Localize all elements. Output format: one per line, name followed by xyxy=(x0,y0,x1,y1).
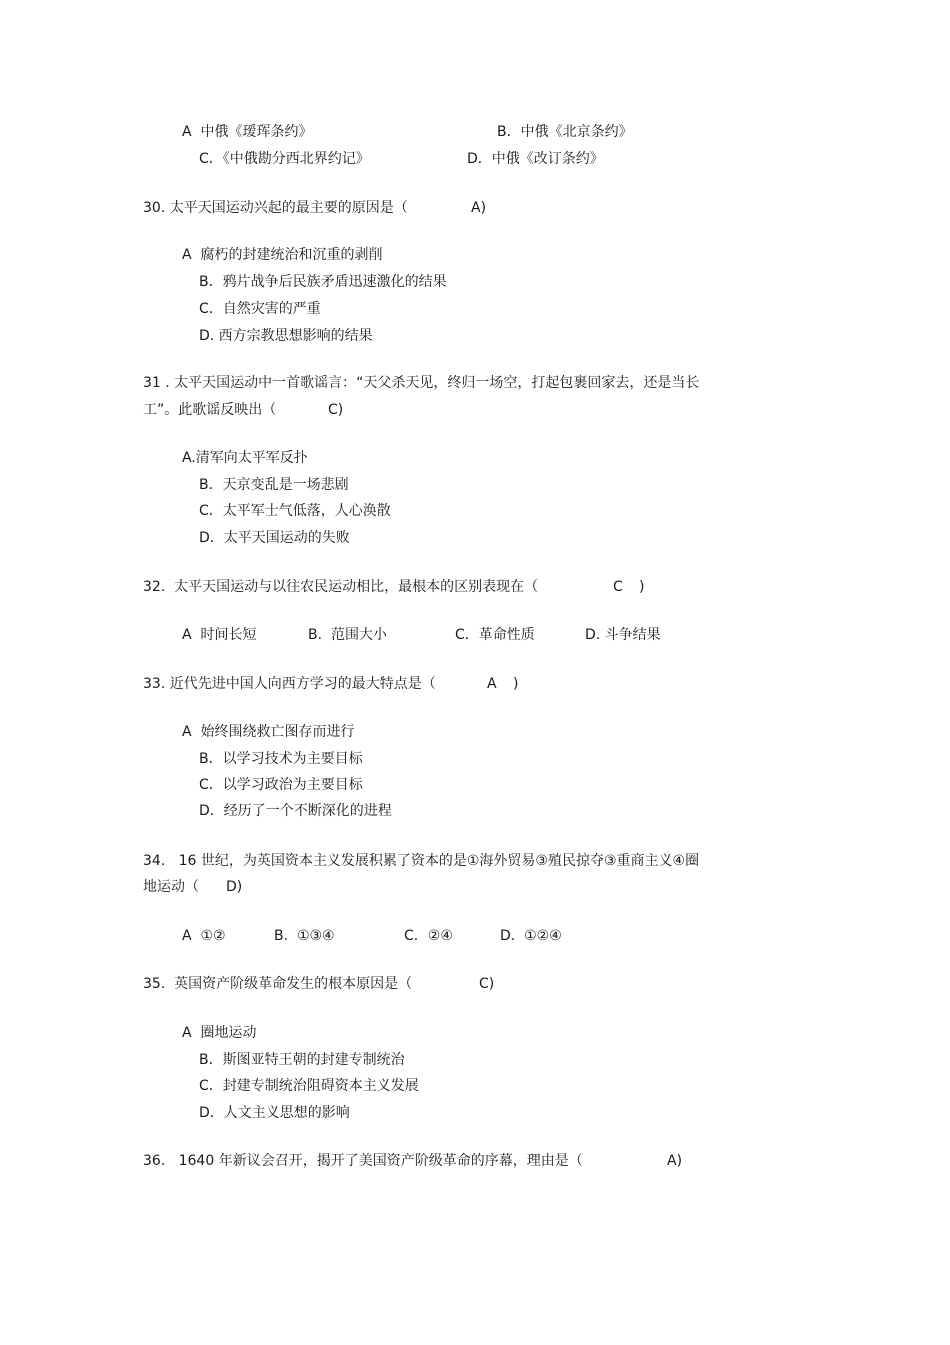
q34-answer: D) xyxy=(226,879,243,895)
q32-answer: C xyxy=(613,579,623,595)
q33-option-d: D．经历了一个不断深化的进程 xyxy=(199,803,392,819)
q32-close: ) xyxy=(639,579,645,595)
q33-stem: 33. 近代先进中国人向西方学习的最大特点是（ xyxy=(143,676,436,692)
q33-option-b: B．以学习技术为主要目标 xyxy=(199,751,363,767)
q33-close: ) xyxy=(513,676,519,692)
q31-answer: C) xyxy=(328,402,344,418)
q34-option-c: C．②④ xyxy=(404,928,453,944)
q32-stem: 32. 太平天国运动与以往农民运动相比，最根本的区别表现在（ xyxy=(143,579,539,595)
q33-option-a: A 始终围绕救亡图存而进行 xyxy=(182,724,355,740)
q36-answer: A) xyxy=(667,1153,683,1169)
q35-stem: 35. 英国资产阶级革命发生的根本原因是（ xyxy=(143,976,413,992)
q31-option-d: D．太平天国运动的失败 xyxy=(199,530,350,546)
q29-option-b: B．中俄《北京条约》 xyxy=(497,124,633,140)
q34-stem-line2: 地运动（ xyxy=(143,879,199,895)
q35-option-c: C．封建专制统治阻碍资本主义发展 xyxy=(199,1078,419,1094)
q35-answer: C) xyxy=(479,976,495,992)
q29-option-d: D．中俄《改订条约》 xyxy=(467,151,604,167)
q36-stem: 36. 1640 年新议会召开，揭开了美国资产阶级革命的序幕，理由是（ xyxy=(143,1153,583,1169)
q30-option-d: D. 西方宗教思想影响的结果 xyxy=(199,328,373,344)
q30-option-b: B．鸦片战争后民族矛盾迅速激化的结果 xyxy=(199,274,447,290)
q29-option-a: A 中俄《瑷珲条约》 xyxy=(182,124,313,140)
q32-option-a: A 时间长短 xyxy=(182,627,257,643)
q32-option-d: D. 斗争结果 xyxy=(585,627,661,643)
q31-option-c: C．太平军士气低落，人心涣散 xyxy=(199,503,391,519)
q34-stem-line1: 34. 16 世纪，为英国资本主义发展积累了资本的是①海外贸易③殖民掠夺③重商主义④圈 xyxy=(143,853,700,869)
q30-option-a: A 腐朽的封建统治和沉重的剥削 xyxy=(182,247,383,263)
q35-option-d: D．人文主义思想的影响 xyxy=(199,1105,350,1121)
q32-option-c: C．革命性质 xyxy=(455,627,535,643)
q30-answer: A) xyxy=(471,200,487,216)
q31-stem-line1: 31 . 太平天国运动中一首歌谣言：“天父杀天见，终归一场空，打起包裹回家去，还是当长 xyxy=(143,375,700,391)
q32-option-b: B. 范围大小 xyxy=(308,627,387,643)
q35-option-b: B．斯图亚特王朝的封建专制统治 xyxy=(199,1052,405,1068)
q31-option-a: A.清军向太平军反扑 xyxy=(182,450,308,466)
q31-option-b: B．天京变乱是一场悲剧 xyxy=(199,477,349,493)
q29-option-c: C．《中俄勘分西北界约记》 xyxy=(199,151,370,167)
q33-option-c: C．以学习政治为主要目标 xyxy=(199,777,363,793)
q30-option-c: C．自然灾害的严重 xyxy=(199,301,321,317)
q30-stem: 30. 太平天国运动兴起的最主要的原因是（ xyxy=(143,200,408,216)
q35-option-a: A 圈地运动 xyxy=(182,1025,257,1041)
q34-option-a: A ①② xyxy=(182,928,226,944)
q34-option-d: D. ①②④ xyxy=(500,928,562,944)
q33-answer: A xyxy=(487,676,497,692)
q31-stem-line2: 工”。此歌谣反映出（ xyxy=(143,402,277,418)
q34-option-b: B. ①③④ xyxy=(274,928,335,944)
